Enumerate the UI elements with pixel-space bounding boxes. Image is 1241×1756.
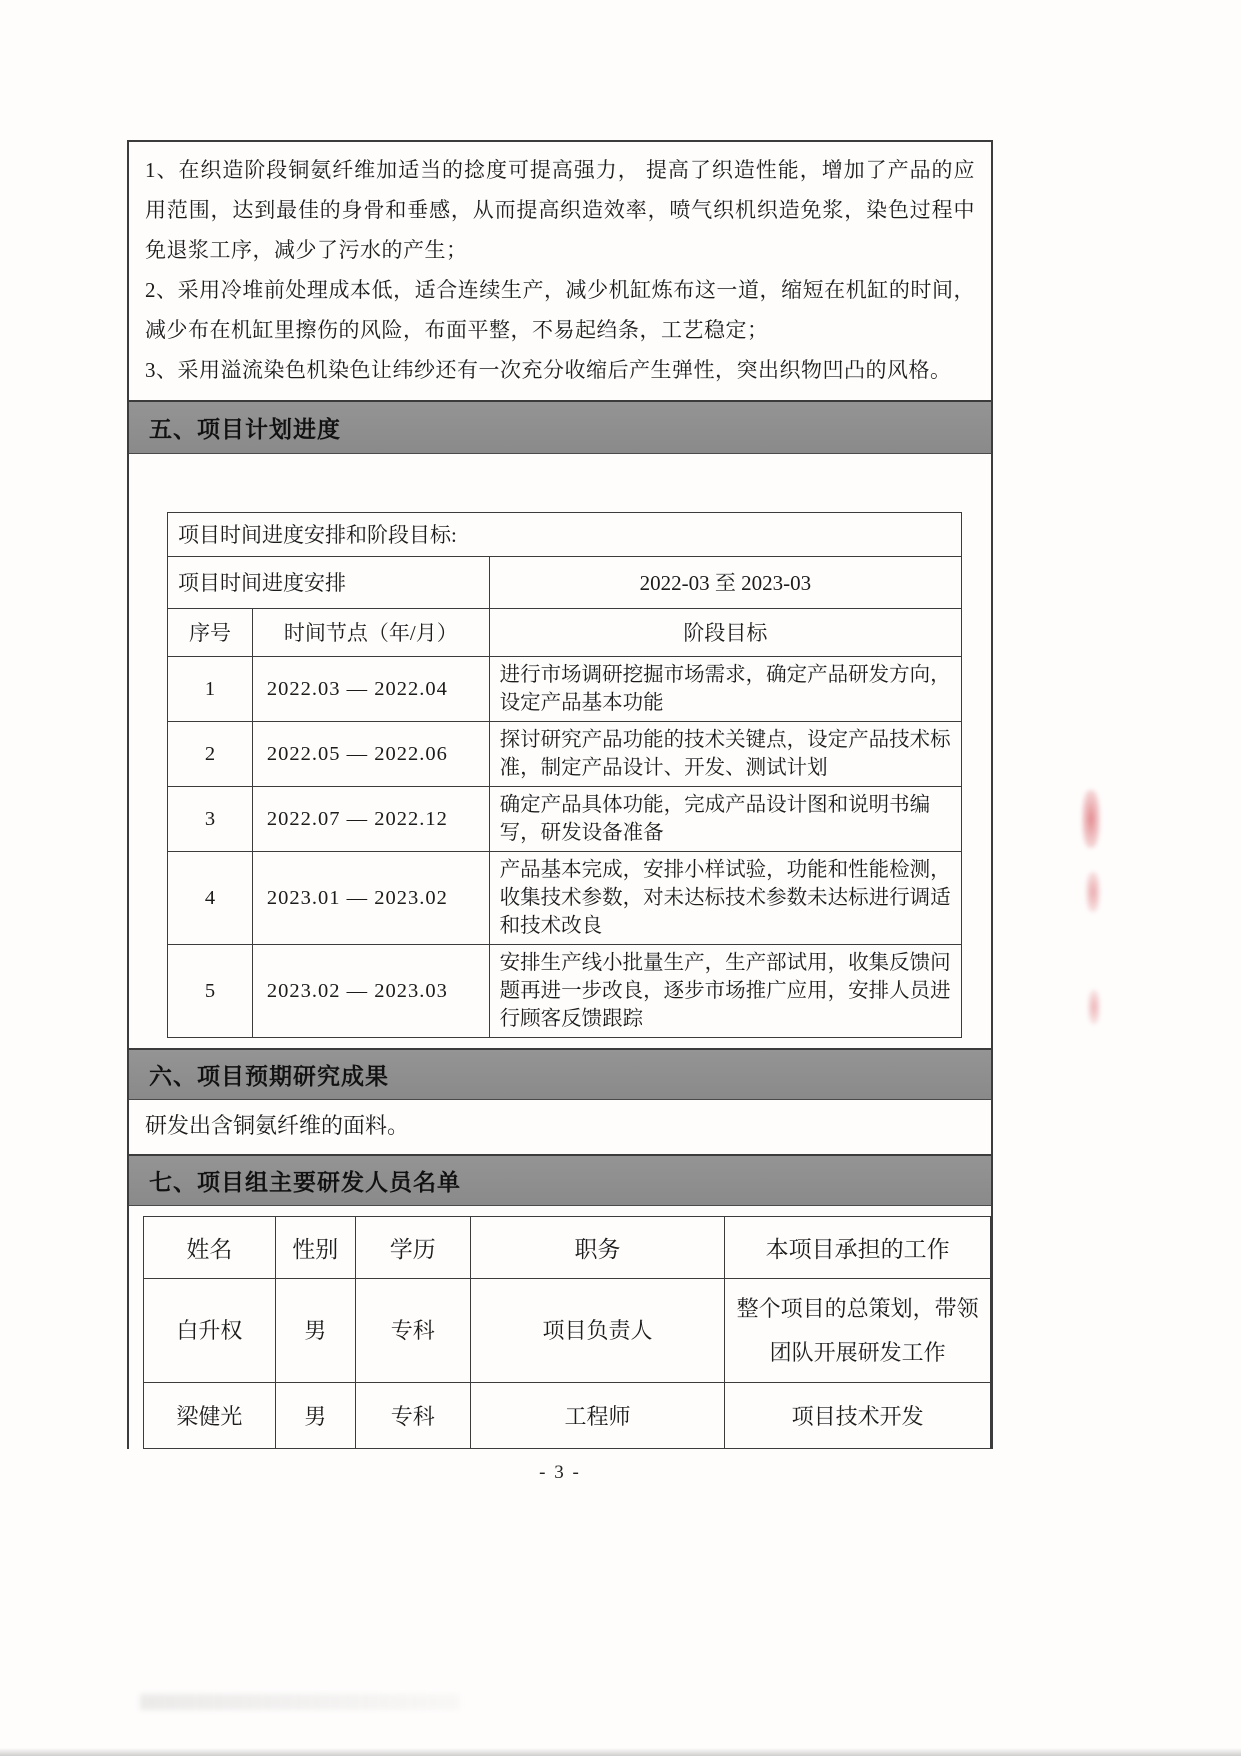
- work-cell: 整个项目的总策划，带领团队开展研发工作: [725, 1279, 991, 1383]
- timeline-table: [167, 512, 962, 1038]
- education-cell: 专科: [355, 1383, 470, 1449]
- timeline-header-seq: 序号: [168, 609, 253, 657]
- seq-cell: 3: [168, 787, 253, 852]
- gender-cell: 男: [275, 1279, 355, 1383]
- section6-title: 六、项目预期研究成果: [149, 1064, 389, 1089]
- section6-header-bar: [129, 1048, 991, 1100]
- position-cell: 项目负责人: [470, 1279, 725, 1383]
- personnel-table: [143, 1216, 991, 1449]
- intro-paragraph-1: 1、在织造阶段铜氨纤维加适当的捻度可提高强力， 提高了织造性能，增加了产品的应用范围，达到最佳的身骨和垂感，从而提高织造效率，喷气织机织造免浆，染色过程中免退浆工序，减少了污水的产生；: [145, 158, 975, 262]
- stamp-artifact: [1086, 872, 1100, 912]
- seq-cell: 2: [168, 722, 253, 787]
- schedule-value: 2022-03 至 2023-03: [489, 557, 961, 609]
- goal-cell: 进行市场调研挖掘市场需求，确定产品研发方向，设定产品基本功能: [489, 657, 961, 722]
- section7-title: 七、项目组主要研发人员名单: [149, 1170, 461, 1195]
- time-cell: 2022.03 — 2022.04: [252, 657, 489, 722]
- time-cell: 2022.05 — 2022.06: [252, 722, 489, 787]
- intro-paragraph-3: 3、采用溢流染色机染色让纬纱还有一次充分收缩后产生弹性，突出织物凹凸的风格。: [145, 358, 952, 382]
- timeline-row: [168, 852, 962, 945]
- section6-content: 研发出含铜氨纤维的面料。: [145, 1113, 410, 1138]
- position-cell: 工程师: [470, 1383, 725, 1449]
- personnel-header-work: 本项目承担的工作: [725, 1217, 991, 1279]
- timeline-header-time: 时间节点（年/月）: [252, 609, 489, 657]
- time-cell: 2023.01 — 2023.02: [252, 852, 489, 945]
- section6-body: [129, 1100, 991, 1154]
- name-cell: 梁健光: [144, 1383, 276, 1449]
- time-cell: 2022.07 — 2022.12: [252, 787, 489, 852]
- personnel-header-position: 职务: [470, 1217, 725, 1279]
- intro-paragraphs: [129, 140, 991, 402]
- goal-cell: 确定产品具体功能，完成产品设计图和说明书编写，研发设备准备: [489, 787, 961, 852]
- personnel-header-education: 学历: [355, 1217, 470, 1279]
- seq-cell: 1: [168, 657, 253, 722]
- timeline-row: [168, 787, 962, 852]
- stamp-artifact: [1088, 990, 1100, 1024]
- page-number: - 3 -: [539, 1462, 581, 1483]
- scan-edge: [0, 1748, 1241, 1756]
- goal-cell: 探讨研究产品功能的技术关键点，设定产品技术标准，制定产品设计、开发、测试计划: [489, 722, 961, 787]
- section5-body: [129, 454, 991, 1048]
- section5-title: 五、项目计划进度: [149, 417, 341, 442]
- timeline-row: [168, 945, 962, 1038]
- stamp-artifact: [1082, 790, 1100, 848]
- personnel-row: [144, 1383, 991, 1449]
- document-content: [127, 140, 993, 1449]
- personnel-row: [144, 1279, 991, 1383]
- section5-header-bar: [129, 402, 991, 454]
- goal-cell: 产品基本完成，安排小样试验，功能和性能检测，收集技术参数，对未达标技术参数未达标进行调适和技术改良: [489, 852, 961, 945]
- education-cell: 专科: [355, 1279, 470, 1383]
- timeline-caption-row: [168, 513, 962, 557]
- scan-smudge: [140, 1694, 460, 1710]
- work-cell: 项目技术开发: [725, 1383, 991, 1449]
- time-cell: 2023.02 — 2023.03: [252, 945, 489, 1038]
- timeline-header-goal: 阶段目标: [489, 609, 961, 657]
- seq-cell: 4: [168, 852, 253, 945]
- schedule-label: 项目时间进度安排: [168, 557, 490, 609]
- name-cell: 白升权: [144, 1279, 276, 1383]
- gender-cell: 男: [275, 1383, 355, 1449]
- timeline-caption: 项目时间进度安排和阶段目标:: [168, 513, 962, 557]
- goal-cell: 安排生产线小批量生产，生产部试用，收集反馈问题再进一步改良，逐步市场推广应用，安排人员进行顾客反馈跟踪: [489, 945, 961, 1038]
- timeline-schedule-row: [168, 557, 962, 609]
- timeline-header-row: [168, 609, 962, 657]
- section7-header-bar: [129, 1154, 991, 1206]
- intro-paragraph-2: 2、采用冷堆前处理成本低，适合连续生产，减少机缸炼布这一道，缩短在机缸的时间，减少布在机缸里擦伤的风险，布面平整，不易起绉条，工艺稳定；: [145, 278, 975, 342]
- personnel-header-name: 姓名: [144, 1217, 276, 1279]
- timeline-row: [168, 657, 962, 722]
- timeline-row: [168, 722, 962, 787]
- section7-body: [129, 1206, 991, 1449]
- personnel-header-gender: 性别: [275, 1217, 355, 1279]
- seq-cell: 5: [168, 945, 253, 1038]
- personnel-header-row: [144, 1217, 991, 1279]
